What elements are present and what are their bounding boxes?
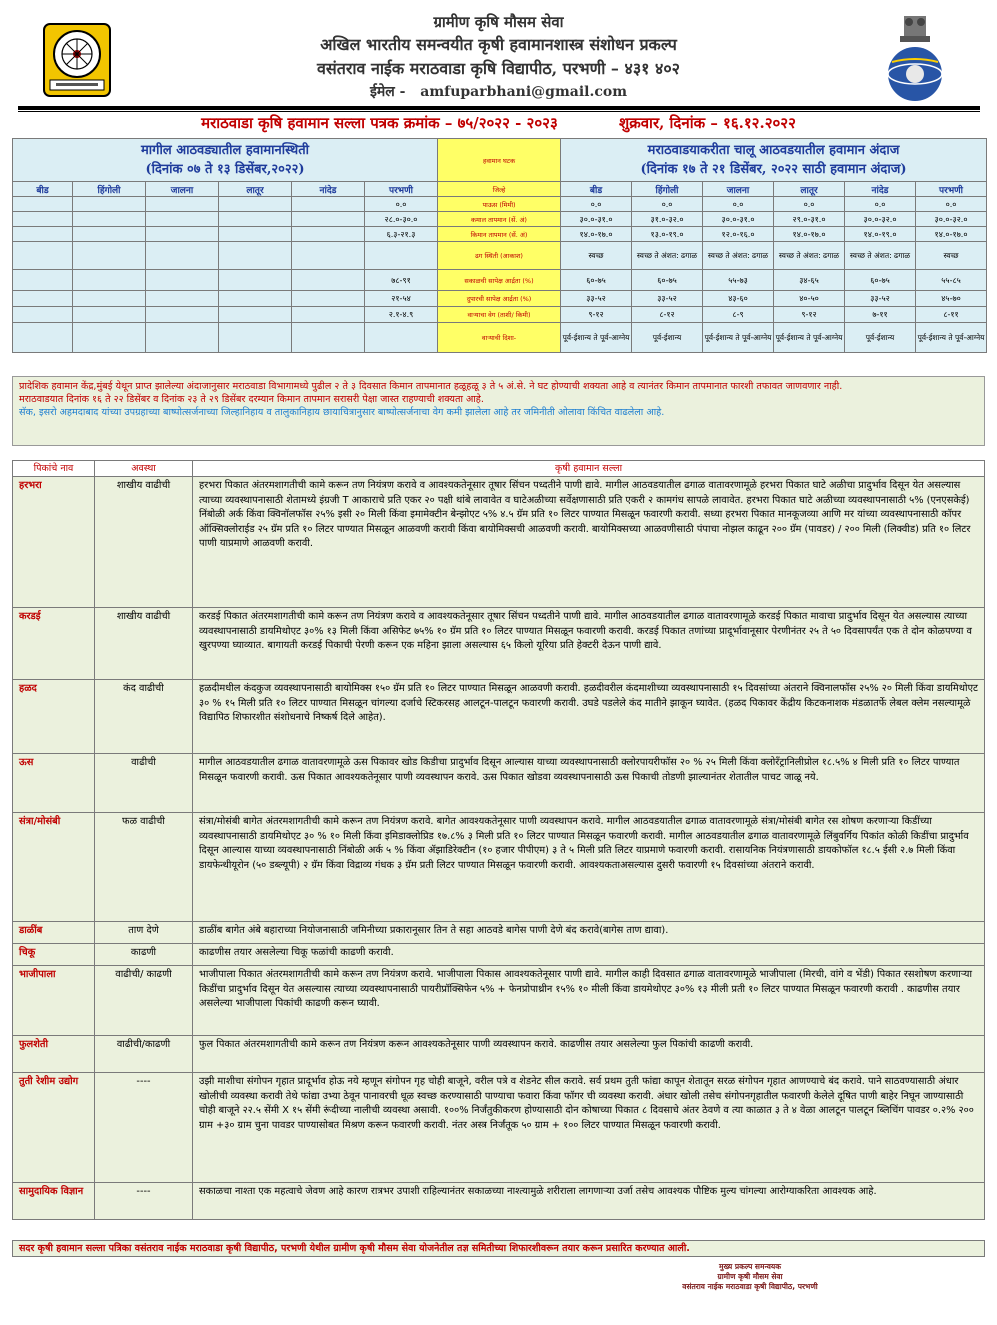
weather-row — [13, 323, 987, 353]
crop-advice: फुल पिकात अंतरमशागतीची कामे करून तण नियंत्रण करून आवश्यकतेनूसार पाणी व्यवस्थापन करावे. काढणीस तयार असलेल्या फुल पिकांची काढणी करावी. — [193, 1036, 985, 1073]
advisory-row — [13, 813, 985, 922]
weather-header-row — [13, 139, 987, 182]
crop-advice: डाळींब बागेत अंबे बहाराच्या नियोजनासाठी जमिनीच्या प्रकारानूसार तिन ते सहा आठवडे बागेस पाणी देणे बंद करावे(बागेस ताण द्यावा). — [193, 922, 985, 944]
forecast-value: पूर्व-ईशान्य — [632, 323, 703, 353]
past-district: परभणी — [365, 182, 438, 197]
past-value — [13, 291, 73, 307]
forecast-value: ४५-७० — [916, 291, 987, 307]
weather-row — [13, 270, 987, 291]
forecast-value: ०.० — [916, 197, 987, 212]
past-value — [292, 291, 365, 307]
past-value — [146, 227, 219, 242]
past-value — [73, 307, 146, 323]
forecast-value: ३०.०-३१.० — [703, 212, 774, 227]
forecast-value: १३.०-१९.० — [632, 227, 703, 242]
forecast-district: नांदेड — [845, 182, 916, 197]
forecast-value: स्वच्छ — [561, 242, 632, 270]
advisory-header-row — [13, 461, 985, 477]
past-value — [13, 242, 73, 270]
crop-advice: सकाळचा नाश्ता एक महत्वाचे जेवण आहे कारण रात्रभर उपाशी राहिल्यानंतर सकाळच्या नाश्त्यामुळे शरीराला लागणाऱ्‍या उर्जा तसेच आवश्यक पौष्टिक मुल्य चांगल्या आरोग्याकरिता आवश्यक आहे. — [193, 1183, 985, 1220]
crop-name: संत्रा/मोसंबी — [13, 813, 95, 922]
past-district: लातूर — [219, 182, 292, 197]
bulletin-title-line — [0, 113, 997, 133]
past-value — [219, 307, 292, 323]
advisory-row — [13, 966, 985, 1036]
advisory-row — [13, 922, 985, 944]
weather-row — [13, 291, 987, 307]
past-weather-range: (दिनांक ०७ ते १३ डिसेंबर,२०२२) — [145, 162, 305, 177]
forecast-value: २९.०-३१.० — [774, 212, 845, 227]
forecast-value: ५५-७३ — [703, 270, 774, 291]
past-value — [13, 212, 73, 227]
forecast-value: १४.०-१७.० — [774, 227, 845, 242]
past-value — [219, 212, 292, 227]
crop-stage: कंद वाढीची — [95, 680, 193, 754]
crop-advice: हळदीमधील कंदकुज व्यवस्थापनासाठी बायोमिक्स १५० ग्रॅम प्रति १० लिटर पाण्यात मिसळून आळवणी करावी. हळदीवरील कंदमाशीच्या व्यवस्थापनासाठी १५ दिवसांच्या अंतराने क्विनालफॉस २५% २० मिली किंवा डायमिथोएट ३० % १५ मिली प्रति १० लिटर पाण्यात मिसळून चांगल्या दर्जाचे स्टिकरसह आलटून-पालटून फवारणी करावी. उघडे पडलेले कंद मातीने झाकून घ्यावेत. (हळद पिकावर केंद्रीय किटकनाशक मंडळातर्फे लेबल क्लेम नसल्यामूळे विद्यापिठ शिफारशीत संशोधनाचे निष्कर्ष दिले आहेत). — [193, 680, 985, 754]
past-value — [73, 323, 146, 353]
weather-param: किमान तापमान (सें. अं) — [438, 227, 561, 242]
forecast-value: ३०.०-३१.० — [561, 212, 632, 227]
past-value — [219, 291, 292, 307]
forecast-value: ९-१२ — [561, 307, 632, 323]
forecast-value: ३१.०-३२.० — [632, 212, 703, 227]
crop-stage: वाढीची/काढणी — [95, 1036, 193, 1073]
forecast-value: पूर्व-ईशान्य — [845, 323, 916, 353]
email-link[interactable]: amfuparbhani@gmail.com — [420, 84, 628, 100]
forecast-value: ६०-७५ — [845, 270, 916, 291]
crop-stage: शाखीय वाढीची — [95, 608, 193, 680]
advisory-table — [12, 460, 985, 1220]
forecast-heading — [561, 139, 987, 182]
past-value — [13, 307, 73, 323]
past-value — [73, 212, 146, 227]
weather-param: ढग स्थिती (आकाश) — [438, 242, 561, 270]
forecast-value: ०.० — [774, 197, 845, 212]
forecast-value: ३३-५२ — [632, 291, 703, 307]
header-rule-thick — [18, 106, 980, 110]
weather-param: पाऊस (मिमी) — [438, 197, 561, 212]
past-district: नांदेड — [292, 182, 365, 197]
past-value — [146, 307, 219, 323]
advisory-rows — [13, 477, 985, 1220]
past-value — [292, 323, 365, 353]
forecast-value: ५५-८५ — [916, 270, 987, 291]
header-rule-thin — [18, 111, 980, 112]
signature-line-2: ग्रामीण कृषी मौसम सेवा — [717, 1272, 783, 1281]
crop-advice: हरभरा पिकात अंतरमशागतीची कामे करून तण नियंत्रण करावे व आवश्यकतेनूसार तूषार सिंचन पध्दतीने पाणी द्यावे. मागील आठवडयातील ढगाळ वातावरणामूळे हरभरा पिकात घाटे अळीचा प्रादुर्भाव दिसून येत असल्यास त्याच्या व्यवस्थापनासाठी शेतामध्ये इंग्रजी T आकाराचे प्रति एकर २० पक्षी थांबे लावावेत व घाटेअळीच्या सर्वेक्षणासाठी प्रति एकरी २ कामगंध सापळे लावावेत. हरभरा पिकात घाटे अळीच्या व्यवस्थापनासाठी ५% (एनएसकेई) निंबोळी अर्क किंवा क्विनॉलफॉस २५% इसी २० मिली किंवा इमामेक्टीन बेन्झोएट ५% ४.५ ग्रॅम प्रति १० लिटर पाण्यात मिसळून फवारणी करावी. सध्या हरभरा पिकात मानकूजव्या आणि मर यांच्या व्यवस्थापनासाठी कॉपर ऑक्सिक्लोराईड २५ ग्रॅम प्रति १० लिटर पाण्यात मिसळून आळवणी करावी किंवा बायोमिक्सची आळवणी करावी. बायोमिक्सच्या आळवणीसाठी पंपाचा नोझल काढून २०० ग्रॅम (पावडर) / २०० मिली (लिक्वीड) प्रति १० लिटर पाणी याप्रमाणे आळवणी करावी. — [193, 477, 985, 608]
past-value — [146, 242, 219, 270]
past-value — [73, 291, 146, 307]
forecast-value: स्वच्छ ते अंशत: ढगाळ — [703, 242, 774, 270]
forecast-value: स्वच्छ ते अंशत: ढगाळ — [774, 242, 845, 270]
district-row — [13, 182, 987, 197]
weather-row — [13, 227, 987, 242]
crop-name: डाळींब — [13, 922, 95, 944]
national-emblem-icon — [880, 12, 950, 104]
past-value — [13, 227, 73, 242]
past-weather-title: मागील आठवड्यातील हवामानस्थिती — [141, 143, 309, 158]
header-line-1: ग्रामीण कृषि मौसम सेवा — [433, 13, 564, 31]
forecast-value: ८-११ — [916, 307, 987, 323]
footer-note: सदर कृषी हवामान सल्ला पत्रिका वसंतराव नाईक मराठवाडा कृषी विद्यापीठ, परभणी येथील ग्रामीण कृषी मौसम सेवा योजनेतील तज्ञ समितीच्या शिफारशीवरून तयार करून प्रसारित करण्यात आली. — [12, 1240, 985, 1257]
crop-stage: फळ वाढीची — [95, 813, 193, 922]
weather-param: कमाल तापमान (सें. अं) — [438, 212, 561, 227]
forecast-value: ०.० — [561, 197, 632, 212]
past-value: ०.० — [365, 197, 438, 212]
forecast-value: ९-१२ — [774, 307, 845, 323]
past-value — [146, 323, 219, 353]
forecast-value: स्वच्छ ते अंशत: ढगाळ — [845, 242, 916, 270]
crop-stage: ---- — [95, 1183, 193, 1220]
past-value — [13, 323, 73, 353]
crop-col-header: पिकांचे नाव — [13, 461, 95, 477]
weather-param: दुपारची सापेक्ष आर्द्रता (%) — [438, 291, 561, 307]
forecast-value: ४०-५० — [774, 291, 845, 307]
crop-stage: वाढीची — [95, 754, 193, 813]
forecast-value: ३०.०-३२.० — [916, 212, 987, 227]
forecast-notes — [12, 376, 985, 446]
forecast-value: ८-१२ — [632, 307, 703, 323]
crop-stage: शाखीय वाढीची — [95, 477, 193, 608]
advisory-row — [13, 1073, 985, 1183]
forecast-value: ०.० — [632, 197, 703, 212]
past-value — [219, 323, 292, 353]
past-value — [365, 242, 438, 270]
weather-param: सकाळची सापेक्ष आर्द्रता (%) — [438, 270, 561, 291]
crop-name: भाजीपाला — [13, 966, 95, 1036]
past-value — [219, 227, 292, 242]
past-value — [146, 212, 219, 227]
crop-name: सामुदायिक विज्ञान — [13, 1183, 95, 1220]
forecast-value: ०.० — [703, 197, 774, 212]
forecast-value: स्वच्छ ते अंशत: ढगाळ — [632, 242, 703, 270]
advisory-row — [13, 608, 985, 680]
forecast-district: हिंगोली — [632, 182, 703, 197]
past-value — [13, 270, 73, 291]
past-value — [292, 270, 365, 291]
crop-stage: काढणी — [95, 944, 193, 966]
forecast-range: (दिनांक १७ ते २१ डिसेंबर, २०२२ साठी हवामान अंदाज) — [640, 162, 907, 177]
advisory-row — [13, 1036, 985, 1073]
crop-advice: मागील आठवडयातील ढगाळ वातावरणामूळे ऊस पिकावर खोड किडीचा प्रादुर्भाव दिसून आल्यास याच्या व्यवस्थापनासाठी क्लोरपायरीफॉस २० % २५ मिली किंवा क्लोरॅंट्रानिलीप्रोल १८.५% ४ मिली प्रति १० लिटर पाण्यात मिसळून फवारणी करावी. ऊस पिकात आवश्यकतेनूसार पाणी व्यवस्थापन करावे. ऊस पिकात खोडवा व्यवस्थापनासाठी ऊस पिकाची तोडणी झाल्यानंतर शेतातील पाचट जाळू नये. — [193, 754, 985, 813]
past-weather-heading — [13, 139, 438, 182]
note-1: प्रादेशिक हवामान केंद्र,मुंबई येथून प्राप्त झालेल्या अंदाजानुसार मराठवाडा विभागामध्ये पुढील २ ते ३ दिवसात किमान तापमानात हळूहळू ३ ते ५ अं.से. ने घट होण्याची शक्यता आहे व त्यानंतर किमान तापमानात फारशी तफावत जाणवणार नाही. — [19, 381, 843, 392]
crop-name: करडई — [13, 608, 95, 680]
crop-name: ऊस — [13, 754, 95, 813]
past-value: ६.३-२१.३ — [365, 227, 438, 242]
past-value: ७८-९१ — [365, 270, 438, 291]
weather-row — [13, 242, 987, 270]
forecast-value: १४.०-१७.० — [561, 227, 632, 242]
note-2: मराठवाडयात दिनांक १६ ते २२ डिसेंबर व दिनांक २३ ते २९ डिसेंबर दरम्यान किमान तापमान सरासरी पेक्षा जास्त राहण्याची शक्यता आहे. — [19, 394, 484, 405]
forecast-value: पूर्व-ईशान्य ते पूर्व-आग्नेय — [774, 323, 845, 353]
past-value — [13, 197, 73, 212]
forecast-value: ४३-६० — [703, 291, 774, 307]
crop-name: चिकू — [13, 944, 95, 966]
advisory-row — [13, 754, 985, 813]
crop-stage: ताण देणे — [95, 922, 193, 944]
weather-param: वाऱ्याची दिशा- — [438, 323, 561, 353]
header-line-2: अखिल भारतीय समन्वयीत कृषी हवामानशास्त्र संशोधन प्रकल्प — [320, 35, 677, 54]
signature-line-1: मुख्य प्रकल्प समन्वयक — [718, 1262, 782, 1271]
past-value: २.१-४.९ — [365, 307, 438, 323]
crop-name: फुलशेती — [13, 1036, 95, 1073]
crop-stage: वाढीची/ काढणी — [95, 966, 193, 1036]
crop-advice: संत्रा/मोसंबी बागेत अंतरमशागतीची कामे करून तण नियंत्रण करावे. बागेत आवश्यकतेनूसार पाणी व्यवस्थापन करावे. मागील आठवडयातील ढगाळ वातावरणामूळे संत्रा/मोसंबी बागेत रस शोषण करणाऱ्या किडींच्या व्यवस्थापनासाठी डायमिथोएट ३० % १० मिली किंवा इमिडाक्लोप्रिड १७.८% ३ मिली प्रति १० लिटर पाण्यात मिसळून फवारणी करावी. मागील आठवडयातील ढगाळ वातावरणामूळे लिंबुवर्गिय पिकांत कोळी किडींचा प्रादुर्भाव दिसून आल्यास याच्या व्यवस्थापनासाठी निंबोळी अर्क ५ % किंवा ॲझाडिरेक्टीन (१० हजार पीपीएम) ३ ते ५ मिली प्रति लिटर याप्रमाणे फवारणी करावी. रासायनिक नियंत्रणासाठी डायकोफॉल १८.५ ईसी २.७ मिली किंवा डायफेन्थीयूरोन (५० डब्ल्यूपी) २ ग्रॅम किंवा विद्राव्य गंधक ३ ग्रॅम प्रती लिटर पाण्यात मिसळून फवारणी करावी. आवश्यकताअसल्यास दुसरी फवारणी १५ दिवसांच्या अंतराने करावी. — [193, 813, 985, 922]
forecast-value: स्वच्छ — [916, 242, 987, 270]
past-value — [219, 197, 292, 212]
advice-col-header: कृषी हवामान सल्ला — [193, 461, 985, 477]
crop-name: हरभरा — [13, 477, 95, 608]
forecast-value: ०.० — [845, 197, 916, 212]
past-value — [73, 242, 146, 270]
forecast-value: ३४-६५ — [774, 270, 845, 291]
bulletin-number: मराठवाडा कृषि हवामान सल्ला पत्रक क्रमांक – ७५/२०२२ - २०२३ — [201, 114, 558, 132]
past-value — [73, 227, 146, 242]
signature-line-3: वसंतराव नाईक मराठवाडा कृषी विद्यापीठ, परभणी — [682, 1282, 818, 1291]
past-value — [146, 270, 219, 291]
crop-stage: ---- — [95, 1073, 193, 1183]
forecast-value: ८-९ — [703, 307, 774, 323]
crop-advice: काढणीस तयार असलेल्या चिकू फळांची काढणी करावी. — [193, 944, 985, 966]
bulletin-date: शुक्रवार, दिनांक – १६.१२.२०२२ — [619, 114, 796, 132]
forecast-value: पूर्व-ईशान्य ते पूर्व-आग्नेय — [703, 323, 774, 353]
forecast-value: ३३-५२ — [845, 291, 916, 307]
forecast-title: मराठवाडयाकरीता चालू आठवडयातील हवामान अंदाज — [647, 143, 900, 158]
email-label: ईमेल - — [369, 84, 406, 100]
crop-advice: उझी माशीचा संगोपन गृहात प्रादूर्भाव होऊ नये म्हणून संगोपन गृह चोही बाजूने, वरील पत्रे व शेडनेट सील करावे. सर्व प्रथम तुती फांद्या कापून शेतातून सरळ संगोपन गृहात आणण्याचे बंद करावे. पाने साठवण्यासाठी अंधार खोलीची व्यवस्था करावी तेथे फांद्या उभ्या ठेवून पानावरची धूळ स्वच्छ करण्यासाठी पाण्याचा फवारा किंवा फॉगर ची व्यवस्था करावी. अंधार खोली तसेच संगोपनगृहातील फवारणी केलेले दूषित पाणी बाहेर निघून जाण्यासाठी चोही बाजूने २२.५ सेंमी X १५ सेंमी रूंदीच्या नालीची व्यवस्था असावी. १००% निर्जंतुकीकरण होण्यासाठी दोन कोषाच्या पिकात ८ दिवसाचे अंतर ठेवणे व त्या काळात ३ ते ४ वेळा आलटून पालटून ब्लिचिंग पावडर ०.२% २०० ग्राम +३० ग्राम चुना पावडर पाण्यासोबत मिश्रण करून फवारणी करावी. नंतर अस्त्र निर्जंतूक ५० ग्राम + १०० लिटर पाण्यात मिसळून फवारणी करावी. — [193, 1073, 985, 1183]
forecast-district: लातूर — [774, 182, 845, 197]
forecast-value: ३०.०-३२.० — [845, 212, 916, 227]
forecast-value: ६०-७५ — [632, 270, 703, 291]
header-line-3: वसंतराव नाईक मराठवाडा कृषि विद्यापीठ, परभणी – ४३१ ४०२ — [317, 59, 680, 78]
weather-row — [13, 307, 987, 323]
weather-table — [12, 138, 987, 353]
weather-element-label: हवामान घटक — [438, 139, 561, 182]
weather-rows — [13, 197, 987, 353]
past-value: २१-५४ — [365, 291, 438, 307]
past-value — [73, 197, 146, 212]
forecast-value: ७-११ — [845, 307, 916, 323]
past-value — [292, 212, 365, 227]
past-value — [292, 307, 365, 323]
letterhead — [0, 0, 997, 110]
forecast-district: बीड — [561, 182, 632, 197]
crop-name: तुती रेशीम उद्योग — [13, 1073, 95, 1183]
note-3: सॅक, इसरो अहमदाबाद यांच्या उपग्रहाच्या बाष्पोत्सर्जनाच्या जिल्हानिहाय व तालुकानिहाय छायाचित्रानुसार बाष्पोत्सर्जनाचा वेग कमी झालेला आहे तर जमिनीती ओलावा किंचित वाढलेला आहे. — [19, 407, 665, 418]
forecast-district: परभणी — [916, 182, 987, 197]
past-district: बीड — [13, 182, 73, 197]
forecast-value: पूर्व-ईशान्य ते पूर्व-आग्नेय — [561, 323, 632, 353]
crop-name: हळद — [13, 680, 95, 754]
advisory-row — [13, 1183, 985, 1220]
weather-row — [13, 197, 987, 212]
weather-param: वाऱ्याचा वेग (ताशी/ किमी) — [438, 307, 561, 323]
forecast-value: पूर्व-ईशान्य ते पूर्व-आग्नेय — [916, 323, 987, 353]
crop-advice: भाजीपाला पिकात अंतरमशागतीची कामे करून तण नियंत्रण करावे. भाजीपाला पिकास आवश्यकतेनूसार पाणी द्यावे. मागील काही दिवसात ढगाळ वातावरणामूळे भाजीपाला (मिरची, वांगे व भेंडी) पिकात रसशोषण करणाऱ्या किडींचा प्रादुर्भाव दिसून येत असल्यास त्याच्या व्यवस्थापनासाठी पायरीप्रॉक्सिफेन ५% + फेनप्रोपाथ्रीन १५% १० मीली किंवा डायमेथोएट ३०% १३ मीली प्रती १० लिटर पाण्यात मिसळून फवारणी करावी . काढणीस तयार असलेल्या भाजीपाला पिकांची काढणी करून घ्यावी. — [193, 966, 985, 1036]
past-value — [146, 291, 219, 307]
past-district: जालना — [146, 182, 219, 197]
past-value: २८.०-३०.० — [365, 212, 438, 227]
stage-col-header: अवस्था — [95, 461, 193, 477]
past-value — [73, 270, 146, 291]
crop-advice: करडई पिकात अंतरमशागतीची कामे करून तण नियंत्रण करावे व आवश्यकतेनूसार तूषार सिंचन पध्दतीने पाणी द्यावे. मागील आठवडयातील ढगाळ वातावरणामूळे करडई पिकात मावाचा प्रादुर्भाव दिसून येत असल्यास त्याच्या व्यवस्थापनासाठी डायमिथोएट ३०% १३ मिली किंवा असिफेट ७५% १० ग्रॅम प्रति १० लिटर पाण्यात मिसळून फवारणी करावी. करडई पिकात तणांच्या प्रादूर्भावानूसार पेरणीनंतर २५ ते ५० दिवसापर्यंत एक ते दोन कोळपण्या व खुरपण्या घ्याव्यात. बागायती करडई पिकाची पेरणी करून एक महिना झाला असल्यास ६५ किलो यूरिया प्रति हेक्टरी देऊन पाणी द्यावे. — [193, 608, 985, 680]
advisory-row — [13, 680, 985, 754]
past-value — [292, 197, 365, 212]
forecast-value: ३३-५२ — [561, 291, 632, 307]
advisory-row — [13, 944, 985, 966]
past-value — [219, 270, 292, 291]
advisory-row — [13, 477, 985, 608]
past-value — [365, 323, 438, 353]
forecast-value: १२.०-१६.० — [703, 227, 774, 242]
forecast-value: १४.०-१९.० — [845, 227, 916, 242]
districts-label: जिल्हे — [438, 182, 561, 197]
past-district: हिंगोली — [73, 182, 146, 197]
forecast-value: ६०-७५ — [561, 270, 632, 291]
header-email-line — [0, 82, 997, 101]
past-value — [146, 197, 219, 212]
forecast-value: १४.०-१७.० — [916, 227, 987, 242]
past-value — [219, 242, 292, 270]
weather-row — [13, 212, 987, 227]
past-value — [292, 227, 365, 242]
past-value — [292, 242, 365, 270]
forecast-district: जालना — [703, 182, 774, 197]
